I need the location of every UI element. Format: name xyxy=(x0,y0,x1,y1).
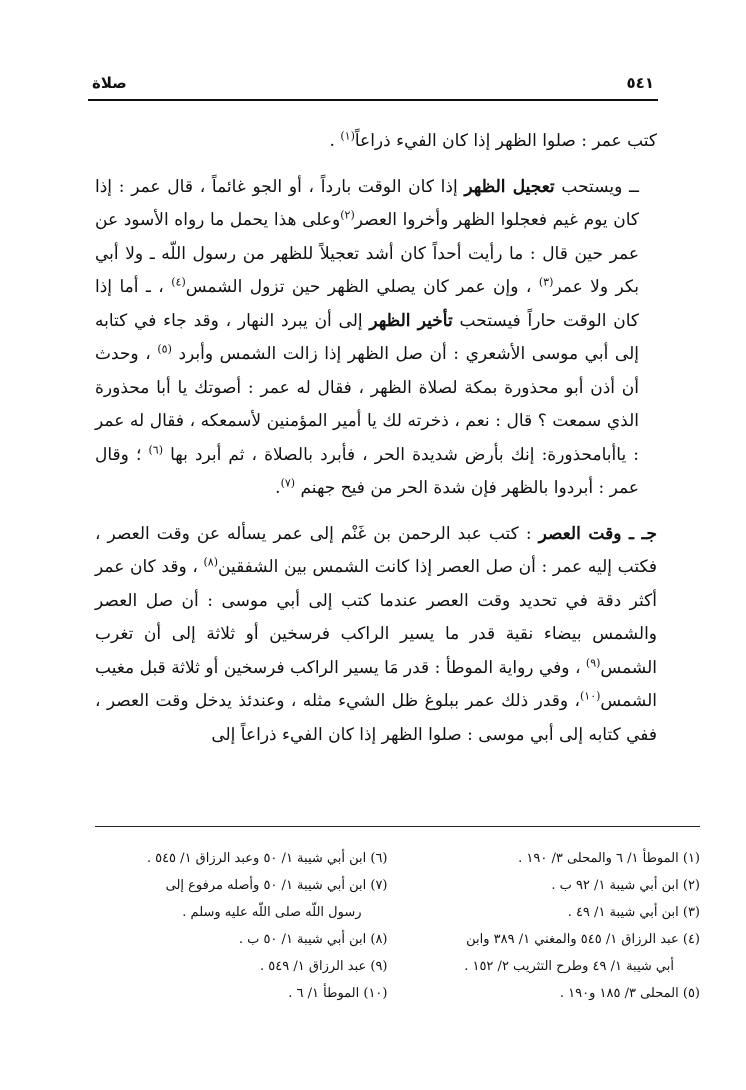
running-title: صلاة xyxy=(92,74,127,92)
text-run: : كتب عبد الرحمن بن غَنْم إلى عمر يسأله عن وقت العصر ، فكتب إليه عمر : أن صل العصر إذا كانت الشمس بين الشفقين xyxy=(95,523,657,577)
text-run: ، وحدث أن أذن أبو محذورة بمكة لصلاة الظهر ، فقال له عمر : أصوتك يا أبا محذورة الذي سمعت ؟ قال : نعم ، ذخرته لك يا أمير المؤمنين لأسمعكه ، فقال له عمر : ياأبامحذورة: إنك بأرض شديدة الحر ، فأبرد بالصلاة ، ثم أبرد بها xyxy=(95,344,639,465)
footnote-line: (١) الموطأ ١/ ٦ والمحلى ٣/ ١٩٠ . xyxy=(518,851,700,866)
paragraph-3 xyxy=(95,518,657,753)
footnote-line: (٢) ابن أبي شيبة ١/ ٩٢ ب . xyxy=(551,878,700,893)
footnote-ref: (٧) xyxy=(280,476,296,490)
text-run: ، وقدر ذلك عمر ببلوغ ظل الشيء مثله ، وعندئذ يدخل وقت العصر ، ففي كتابه إلى أبي موسى : صلوا الظهر إذا كان الفيء ذراعاً إلى xyxy=(95,691,657,745)
main-text xyxy=(95,125,657,752)
footnote-ref: (٥) xyxy=(157,342,172,356)
footnotes-left-column xyxy=(95,845,398,1007)
text-run: ــ ويستحب xyxy=(554,176,639,197)
running-header xyxy=(92,74,654,96)
paragraph-1 xyxy=(95,125,657,159)
footnote-rule xyxy=(95,826,700,827)
text-run: ، وقد كان عمر أكثر دقة في تحديد وقت العصر عندما كتب إلى أبي موسى : أن صل العصر والشمس بيضاء نقية قدر ما يسير الراكب فرسخين أو ثلاثة إلى أن تغرب الشمس xyxy=(95,557,657,678)
footnote-line: (٩) عبد الرزاق ١/ ٥٤٩ . xyxy=(260,959,388,974)
footnote-ref: (٩) xyxy=(585,655,601,669)
bold-term: تعجيل الظهر xyxy=(464,176,555,197)
paragraph-2 xyxy=(95,171,657,506)
text-run: . xyxy=(275,478,281,498)
bold-term: تأخير الظهر xyxy=(369,310,453,331)
footnote-line: رسول اللّه صلى اللّه عليه وسلم . xyxy=(182,905,362,920)
footnote-ref: (٦) xyxy=(148,442,163,456)
text-run: كتب عمر : صلوا الظهر إذا كان الفيء ذراعاً xyxy=(354,131,657,151)
footnote-line: (٥) المحلى ٣/ ١٨٥ و١٩٠ . xyxy=(559,986,700,1001)
footnote-ref: (١٠) xyxy=(580,689,601,703)
text-run: ؛ وقال عمر : أبردوا بالظهر فإن شدة الحر من فيح جهنم xyxy=(95,444,639,498)
footnote-ref: (٤) xyxy=(171,275,186,289)
text-run: . xyxy=(329,131,341,151)
footnotes xyxy=(95,845,700,1007)
footnote-line: (٣) ابن أبي شيبة ١/ ٤٩ . xyxy=(567,905,700,920)
text-run: إلى أن يبرد النهار ، وقد جاء في كتابه إلى أبي موسى الأشعري : أن صل الظهر إذا زالت الشمس وأبرد xyxy=(95,310,639,364)
footnote-line: (١٠) الموطأ ١/ ٦ . xyxy=(288,986,388,1001)
text-run: ، وإن عمر كان يصلي الظهر حين تزول الشمس xyxy=(185,277,539,297)
footnote-ref: (٨) xyxy=(203,555,219,569)
footnote-line: (٤) عبد الرزاق ١/ ٥٤٥ والمغني ١/ ٣٨٩ وابن xyxy=(466,932,700,947)
footnotes-right-column xyxy=(398,845,701,1007)
footnote-line: (٧) ابن أبي شيبة ١/ ٥٠ وأصله مرفوع إلى xyxy=(165,878,388,893)
footnote-ref: (١) xyxy=(340,129,355,143)
section-heading: جـ ـ وقت العصر xyxy=(538,523,657,544)
footnote-line: أبي شيبة ١/ ٤٩ وطرح التثريب ٢/ ١٥٢ . xyxy=(464,959,674,974)
footnote-line: (٦) ابن أبي شيبة ١/ ٥٠ وعبد الرزاق ١/ ٥٤٥ . xyxy=(146,851,388,866)
page-number: ٥٤١ xyxy=(626,74,654,92)
footnote-ref: (٢) xyxy=(340,208,355,222)
text-run: وعلى هذا يحمل ما رواه الأسود عن عمر حين قال : ما رأيت أحداً كان أشد تعجيلاً للظهر من رسول اللّه ـ ولا أبي بكر ولا عمر xyxy=(95,210,639,297)
header-rule xyxy=(88,99,658,101)
text-run: ، وفي رواية الموطأ : قدر مَا يسير الراكب فرسخين أو ثلاثة قبل مغيب الشمس xyxy=(95,657,657,711)
footnote-ref: (٣) xyxy=(538,275,554,289)
text-run: إذا كان الوقت بارداً ، أو الجو غائماً ، قال عمر : إذا كان يوم غيم فعجلوا الظهر وأخروا العصر xyxy=(95,176,639,230)
text-run: ، ـ أما إذا كان الوقت حاراً فيستحب xyxy=(95,277,639,331)
footnote-line: (٨) ابن أبي شيبة ١/ ٥٠ ب . xyxy=(238,932,388,947)
